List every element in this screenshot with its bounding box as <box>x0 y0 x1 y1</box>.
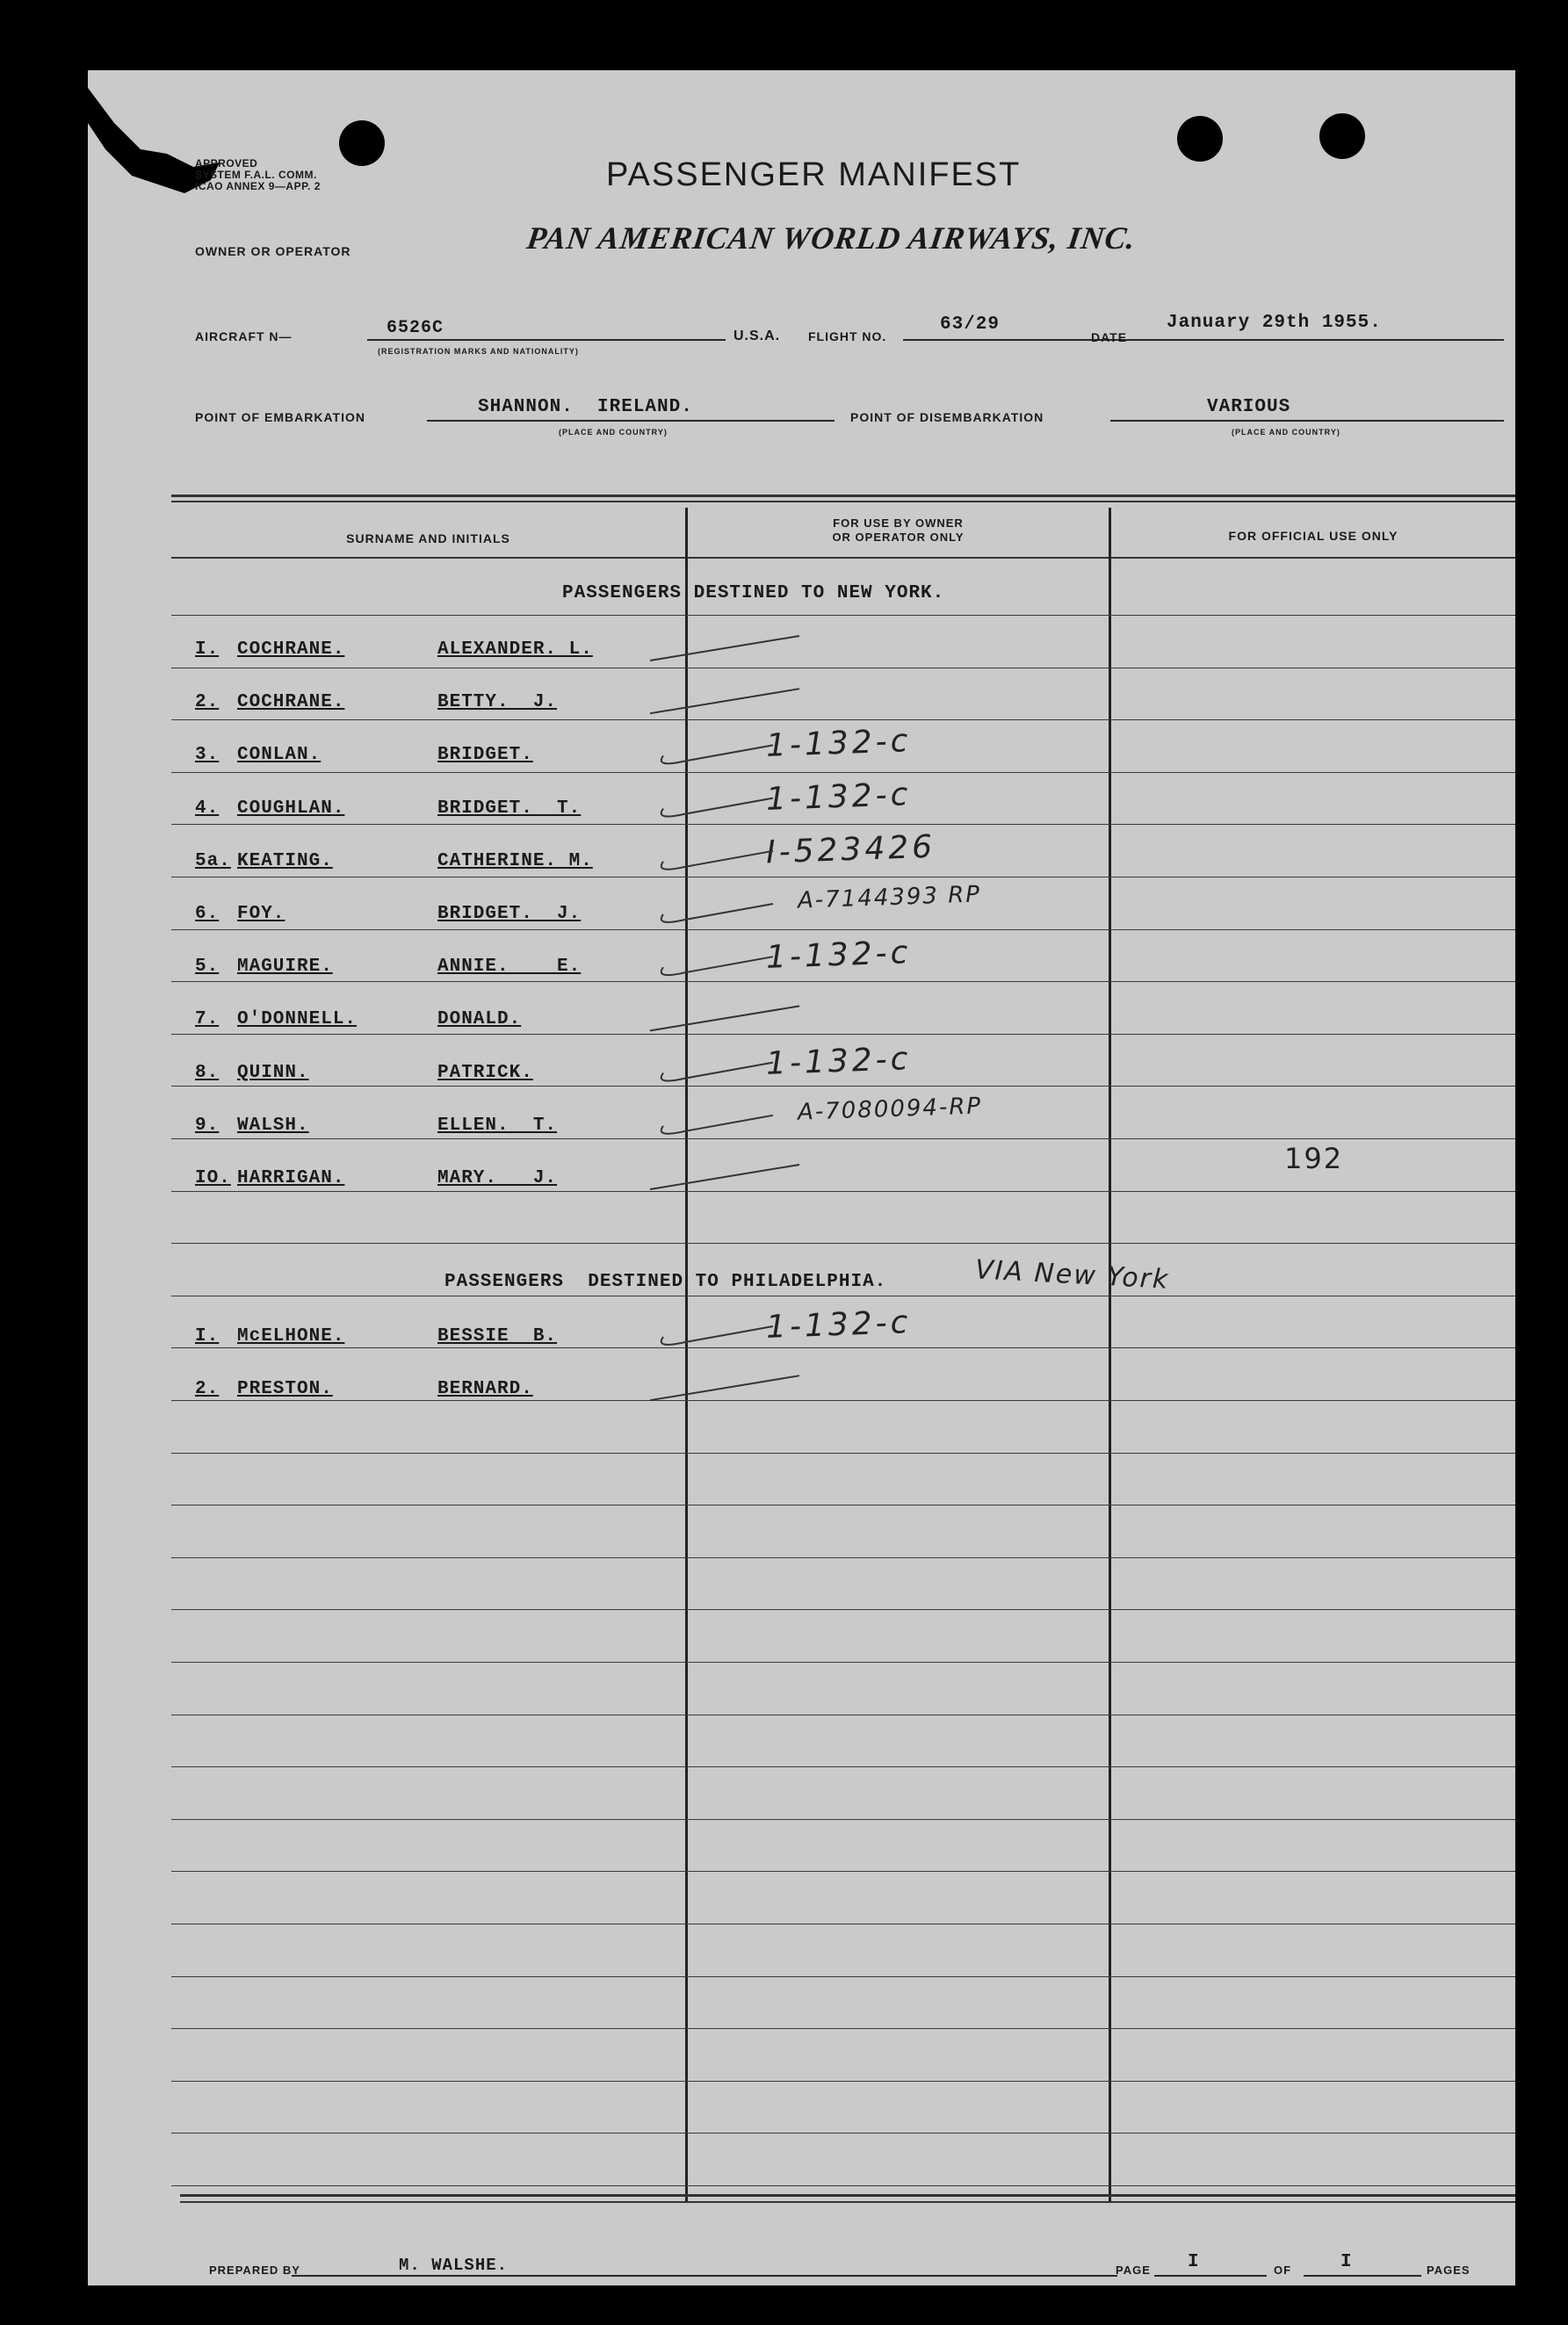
handwritten-note: I-523426 <box>765 828 936 871</box>
check-mark <box>661 798 773 817</box>
ruled-line <box>171 1609 1515 1610</box>
check-mark <box>650 1376 799 1400</box>
col-owner-use-line2: OR OPERATOR ONLY <box>832 531 965 544</box>
ruled-line <box>171 929 1515 930</box>
page-value: I <box>1188 2252 1200 2272</box>
table-row <box>195 1379 533 1399</box>
section-philadelphia-handwritten: VIA New York <box>974 1254 1171 1296</box>
ruled-line <box>171 1243 1515 1244</box>
ruled-line <box>171 1086 1515 1087</box>
passenger-surname: WALSH. <box>237 1115 309 1136</box>
passenger-number: 3. <box>195 745 220 766</box>
owner-label: OWNER OR OPERATOR <box>195 244 351 258</box>
ruled-line <box>171 772 1515 773</box>
ruled-line <box>171 1819 1515 1820</box>
flight-label: FLIGHT NO. <box>808 329 887 343</box>
passenger-surname: FOY. <box>237 904 285 924</box>
col-owner-use <box>688 516 1109 545</box>
passenger-surname: KEATING. <box>237 850 333 871</box>
passenger-surname: MAGUIRE. <box>237 957 333 978</box>
check-mark <box>650 689 799 713</box>
total-pages-value: I <box>1340 2252 1353 2272</box>
passenger-number: 7. <box>195 1009 220 1030</box>
table-row <box>195 1116 557 1136</box>
passenger-surname: PRESTON. <box>237 1379 333 1400</box>
col-surname: SURNAME AND INITIALS <box>346 531 510 545</box>
passenger-number: 2. <box>195 692 220 713</box>
table-row <box>195 1168 557 1188</box>
ruled-line <box>171 1557 1515 1558</box>
ruled-line <box>171 981 1515 982</box>
section-new-york: PASSENGERS DESTINED TO NEW YORK. <box>562 583 945 603</box>
aircraft-label: AIRCRAFT N— <box>195 329 293 343</box>
passenger-given-names: BRIDGET. T. <box>437 798 582 819</box>
date-label: DATE <box>1091 330 1128 344</box>
disembarkation-sublabel: (PLACE AND COUNTRY) <box>1232 428 1340 437</box>
embarkation-label: POINT OF EMBARKATION <box>195 410 365 424</box>
table-top-rule-2 <box>171 501 1515 502</box>
airline-name: PAN AMERICAN WORLD AIRWAYS, INC. <box>524 220 1138 256</box>
total-underline <box>1304 2275 1421 2277</box>
ruled-line <box>171 2133 1515 2134</box>
table-bottom-rule-2 <box>180 2201 1515 2203</box>
stamp-line-2: SYSTEM F.A.L. COMM. <box>195 169 317 181</box>
check-mark <box>650 1165 799 1189</box>
check-mark <box>661 1116 773 1134</box>
col-official: FOR OFFICIAL USE ONLY <box>1228 529 1398 543</box>
punch-hole-left <box>339 120 385 166</box>
table-row <box>195 745 533 765</box>
passenger-surname: COCHRANE. <box>237 692 345 713</box>
passenger-surname: QUINN. <box>237 1062 309 1083</box>
passenger-number: 5. <box>195 957 220 978</box>
table-row <box>195 1009 521 1029</box>
ruled-line <box>171 824 1515 825</box>
ruled-line <box>171 1191 1515 1192</box>
passenger-given-names: BESSIE B. <box>437 1326 558 1347</box>
table-row <box>195 957 581 977</box>
stamp-line-3: ICAO ANNEX 9—APP. 2 <box>195 180 321 192</box>
ruled-line <box>171 1400 1515 1401</box>
col-owner-use-line1: FOR USE BY OWNER <box>833 516 964 530</box>
embarkation-underline <box>427 420 835 422</box>
pages-label: PAGES <box>1427 2264 1470 2277</box>
handwritten-note: A-7144393 RP <box>797 881 982 914</box>
passenger-given-names: MARY. J. <box>437 1168 558 1188</box>
ruled-line <box>171 2185 1515 2186</box>
column-divider-1 <box>685 508 688 2201</box>
ruled-line <box>171 1453 1515 1454</box>
ruled-line <box>171 1976 1515 1977</box>
official-note: 192 <box>1284 1142 1344 1175</box>
embarkation-value: SHANNON. IRELAND. <box>478 397 693 417</box>
passenger-given-names: BETTY. J. <box>437 692 558 713</box>
manifest-sheet <box>88 70 1515 2285</box>
passenger-surname: O'DONNELL. <box>237 1009 358 1030</box>
check-mark <box>650 636 799 661</box>
punch-hole-right <box>1319 113 1365 159</box>
check-mark <box>661 957 773 975</box>
page-title: PASSENGER MANIFEST <box>606 156 1022 193</box>
prepared-label: PREPARED BY <box>209 2264 300 2277</box>
passenger-surname: McELHONE. <box>237 1326 345 1347</box>
table-row <box>195 639 593 660</box>
handwritten-note: A-7080094-RP <box>797 1093 983 1126</box>
passenger-number: 4. <box>195 798 220 819</box>
table-row <box>195 798 581 819</box>
passenger-given-names: BERNARD. <box>437 1379 533 1400</box>
passenger-number: IO. <box>195 1168 231 1188</box>
passenger-number: 6. <box>195 904 220 924</box>
passenger-given-names: CATHERINE. M. <box>437 850 593 871</box>
check-mark <box>661 1326 773 1345</box>
passenger-number: 9. <box>195 1115 220 1136</box>
ruled-line <box>171 2081 1515 2082</box>
check-mark <box>661 745 773 763</box>
check-mark <box>661 1063 773 1081</box>
passenger-surname: COCHRANE. <box>237 639 345 660</box>
flight-value: 63/29 <box>940 314 1001 335</box>
passenger-surname: COUGHLAN. <box>237 798 345 819</box>
passenger-number: 5a. <box>195 850 231 871</box>
passenger-given-names: ELLEN. T. <box>437 1115 558 1136</box>
handwritten-note: 1-132-c <box>765 776 913 818</box>
passenger-number: 8. <box>195 1062 220 1083</box>
page-label: PAGE <box>1116 2264 1151 2277</box>
passenger-number: I. <box>195 1326 220 1347</box>
prepared-underline <box>292 2275 1117 2277</box>
passenger-given-names: BRIDGET. J. <box>437 904 582 924</box>
passenger-given-names: ANNIE. E. <box>437 957 582 978</box>
ruled-line <box>171 719 1515 720</box>
disembarkation-value: VARIOUS <box>1207 397 1291 417</box>
table-top-rule <box>171 495 1515 497</box>
embarkation-sublabel: (PLACE AND COUNTRY) <box>559 428 668 437</box>
passenger-given-names: DONALD. <box>437 1009 522 1030</box>
disembarkation-label: POINT OF DISEMBARKATION <box>850 410 1044 424</box>
column-divider-2 <box>1109 508 1111 2201</box>
ruled-line <box>171 1871 1515 1872</box>
ruled-line <box>171 2028 1515 2029</box>
section-philadelphia: PASSENGERS DESTINED TO PHILADELPHIA. <box>444 1272 887 1292</box>
aircraft-sublabel: (REGISTRATION MARKS AND NATIONALITY) <box>378 347 579 356</box>
table-row <box>195 1326 557 1347</box>
passenger-given-names: PATRICK. <box>437 1062 533 1083</box>
ruled-line <box>171 1034 1515 1035</box>
date-value: January 29th 1955. <box>1167 313 1382 333</box>
table-row <box>195 692 557 712</box>
handwritten-note: 1-132-c <box>765 723 913 765</box>
ruled-line <box>171 615 1515 616</box>
ruled-line <box>171 1662 1515 1663</box>
table-bottom-rule <box>180 2194 1515 2197</box>
check-mark <box>661 851 773 870</box>
punch-hole-mid <box>1177 116 1223 162</box>
table-row <box>195 851 593 871</box>
ruled-line <box>171 1766 1515 1767</box>
handwritten-note: 1-132-c <box>765 1040 913 1082</box>
passenger-given-names: BRIDGET. <box>437 745 533 766</box>
table-row <box>195 904 581 924</box>
handwritten-note: 1-132-c <box>765 1304 913 1346</box>
header-rule <box>171 557 1515 559</box>
ruled-line <box>171 1138 1515 1139</box>
table-row <box>195 1063 533 1083</box>
approval-stamp <box>195 158 321 192</box>
prepared-value: M. WALSHE. <box>399 2256 509 2275</box>
country-label: U.S.A. <box>733 329 781 343</box>
check-mark <box>650 1006 799 1030</box>
aircraft-underline <box>367 339 726 341</box>
aircraft-value: 6526C <box>387 318 444 338</box>
date-underline <box>1135 339 1504 341</box>
handwritten-note: 1-132-c <box>765 935 913 977</box>
passenger-surname: HARRIGAN. <box>237 1168 345 1188</box>
passenger-number: I. <box>195 639 220 660</box>
of-label: OF <box>1274 2264 1292 2277</box>
passenger-number: 2. <box>195 1379 220 1400</box>
ruled-line <box>171 1347 1515 1348</box>
stamp-line-1: APPROVED <box>195 157 258 170</box>
page-underline <box>1154 2275 1267 2277</box>
check-mark <box>661 904 773 922</box>
disembarkation-underline <box>1110 420 1504 422</box>
passenger-given-names: ALEXANDER. L. <box>437 639 593 660</box>
passenger-surname: CONLAN. <box>237 745 322 766</box>
